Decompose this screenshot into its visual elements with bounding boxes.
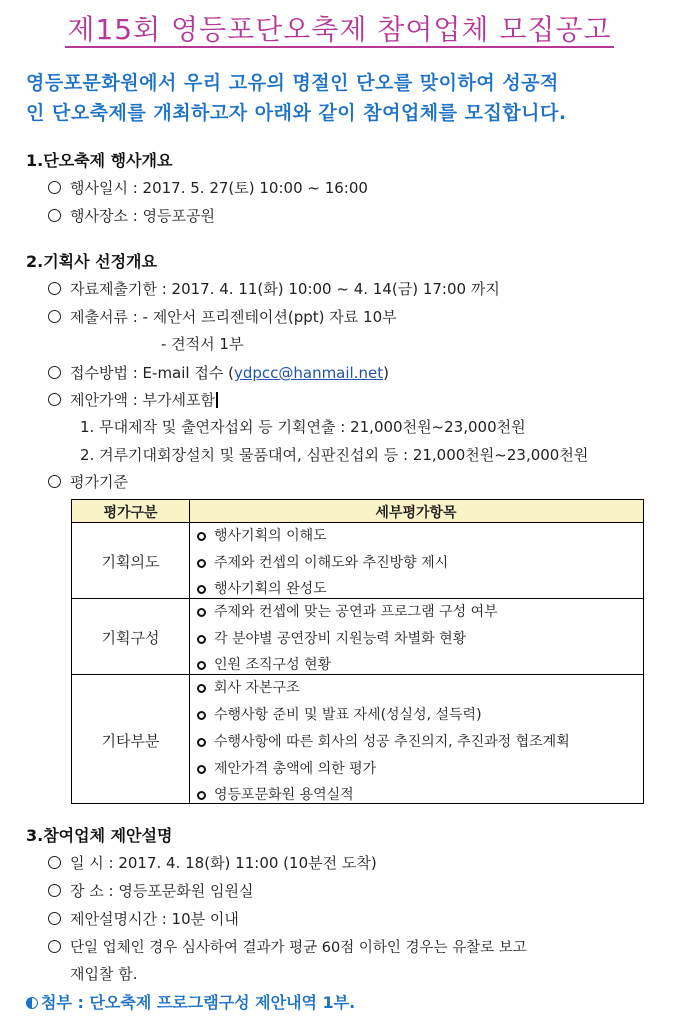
table-criterion-text: 행사기획의 이해도	[214, 528, 327, 544]
table-criterion	[197, 525, 327, 545]
table-criterion	[197, 578, 327, 598]
table-row-divider	[72, 674, 643, 675]
event-date	[48, 177, 368, 198]
price-item-2: 2. 겨루기대회장설치 및 물품대여, 심판진섭외 등 : 21,000천원~23,000천원	[80, 446, 589, 464]
ring-bullet-icon	[197, 532, 206, 541]
circle-bullet-icon	[48, 856, 61, 869]
table-criterion	[197, 654, 331, 674]
table-criterion-text: 행사기획의 완성도	[214, 581, 327, 597]
ring-bullet-icon	[197, 608, 206, 617]
attachment-note	[26, 990, 355, 1013]
table-criterion-text: 주제와 컨셉에 맞는 공연과 프로그램 구성 여부	[214, 604, 498, 620]
table-criterion-text: 제안가격 총액에 의한 평가	[214, 761, 377, 777]
text-cursor	[216, 392, 218, 408]
circle-bullet-icon	[48, 884, 61, 897]
event-venue	[48, 205, 215, 226]
single-bidder-rule-text: 단일 업체인 경우 심사하여 결과가 평균 60점 이하인 경우는 유찰로 보고	[70, 940, 527, 956]
circle-bullet-icon	[48, 310, 61, 323]
ring-bullet-icon	[197, 711, 206, 720]
event-date-text: 행사일시 : 2017. 5. 27(토) 10:00 ~ 16:00	[70, 179, 368, 197]
submission-documents	[48, 306, 397, 327]
table-category-cell: 기타부분	[101, 732, 160, 750]
table-criterion	[197, 552, 448, 572]
half-circle-bullet-icon	[26, 997, 38, 1009]
table-criterion	[197, 704, 482, 724]
section-3-heading: 3.참여업체 제안설명	[26, 826, 173, 845]
presentation-venue-text: 장 소 : 영등포문화원 임원실	[70, 882, 254, 900]
single-bidder-rule-continued: 재입찰 함.	[70, 965, 138, 983]
table-criterion-text: 인원 조직구성 현황	[214, 657, 332, 673]
evaluation-criteria-text: 평가기준	[70, 473, 128, 491]
single-bidder-rule	[48, 936, 527, 957]
proposal-price	[48, 389, 218, 410]
submission-deadline-text: 자료제출기한 : 2017. 4. 11(화) 10:00 ~ 4. 14(금) 17:00 까지	[70, 280, 500, 298]
table-criterion-text: 주제와 컨셉의 이해도와 추진방향 제시	[214, 555, 449, 571]
intro-line-2: 인 단오축제를 개최하고자 아래와 같이 참여업체를 모집합니다.	[26, 102, 567, 124]
notice-title	[0, 8, 679, 48]
intro-line-1: 영등포문화원에서 우리 고유의 명절인 단오를 맞이하여 성공적	[26, 72, 559, 94]
table-category-cell: 기획구성	[101, 629, 160, 647]
ring-bullet-icon	[197, 585, 206, 594]
evaluation-criteria-label	[48, 471, 128, 492]
table-header-detail: 세부평가항목	[375, 505, 457, 521]
table-criterion-text: 영등포문화원 용역실적	[214, 787, 354, 803]
table-criterion-text: 각 분야별 공연장비 지원능력 차별화 현황	[214, 631, 467, 647]
table-criterion	[197, 677, 300, 697]
attachment-text: 첨부 : 단오축제 프로그램구성 제안내역 1부.	[41, 993, 356, 1012]
table-criterion	[197, 758, 376, 778]
presentation-venue	[48, 880, 254, 901]
proposal-price-text: 제안가액 : 부가세포함	[70, 391, 216, 409]
circle-bullet-icon	[48, 475, 61, 488]
submission-deadline	[48, 278, 500, 299]
circle-bullet-icon	[48, 282, 61, 295]
table-row-divider	[72, 598, 643, 599]
submission-method-close: )	[383, 364, 389, 382]
presentation-duration	[48, 908, 239, 929]
presentation-date-text: 일 시 : 2017. 4. 18(화) 11:00 (10분전 도착)	[70, 854, 377, 872]
table-header-category: 평가구분	[103, 505, 158, 521]
ring-bullet-icon	[197, 661, 206, 670]
table-criterion	[197, 601, 498, 621]
ring-bullet-icon	[197, 684, 206, 693]
notice-title-text: 제15회 영등포단오축제 참여업체 모집공고	[67, 13, 612, 46]
presentation-date	[48, 852, 377, 873]
circle-bullet-icon	[48, 940, 61, 953]
section-2-heading: 2.기획사 선정개요	[26, 252, 157, 271]
circle-bullet-icon	[48, 181, 61, 194]
circle-bullet-icon	[48, 912, 61, 925]
email-link[interactable]: ydpcc@hanmail.net	[233, 364, 384, 382]
evaluation-table	[71, 499, 644, 804]
circle-bullet-icon	[48, 209, 61, 222]
table-criterion	[197, 784, 354, 804]
circle-bullet-icon	[48, 366, 61, 379]
table-criterion-text: 수행사항 준비 및 발표 자세(성실성, 설득력)	[214, 707, 482, 723]
table-header-row	[72, 500, 643, 523]
submission-method-text: 접수방법 : E-mail 접수 (	[70, 364, 234, 382]
submission-documents-2: - 견적서 1부	[161, 335, 244, 353]
submission-documents-text: 제출서류 : - 제안서 프리젠테이션(ppt) 자료 10부	[70, 308, 397, 326]
table-category-cell: 기획의도	[101, 553, 160, 571]
table-criterion	[197, 628, 466, 648]
submission-method	[48, 362, 389, 383]
price-item-1: 1. 무대제작 및 출연자섭외 등 기획연출 : 21,000천원~23,000천원	[80, 418, 526, 436]
table-column-divider	[189, 500, 190, 803]
ring-bullet-icon	[197, 635, 206, 644]
presentation-duration-text: 제안설명시간 : 10분 이내	[70, 910, 239, 928]
table-criterion	[197, 731, 570, 751]
ring-bullet-icon	[197, 765, 206, 774]
table-criterion-text: 수행사항에 따른 회사의 성공 추진의지, 추진과정 협조계획	[214, 734, 570, 750]
ring-bullet-icon	[197, 559, 206, 568]
ring-bullet-icon	[197, 791, 206, 800]
circle-bullet-icon	[48, 393, 61, 406]
section-1-heading: 1.단오축제 행사개요	[26, 151, 173, 170]
table-criterion-text: 회사 자본구조	[214, 680, 300, 696]
ring-bullet-icon	[197, 738, 206, 747]
event-venue-text: 행사장소 : 영등포공원	[70, 207, 216, 225]
